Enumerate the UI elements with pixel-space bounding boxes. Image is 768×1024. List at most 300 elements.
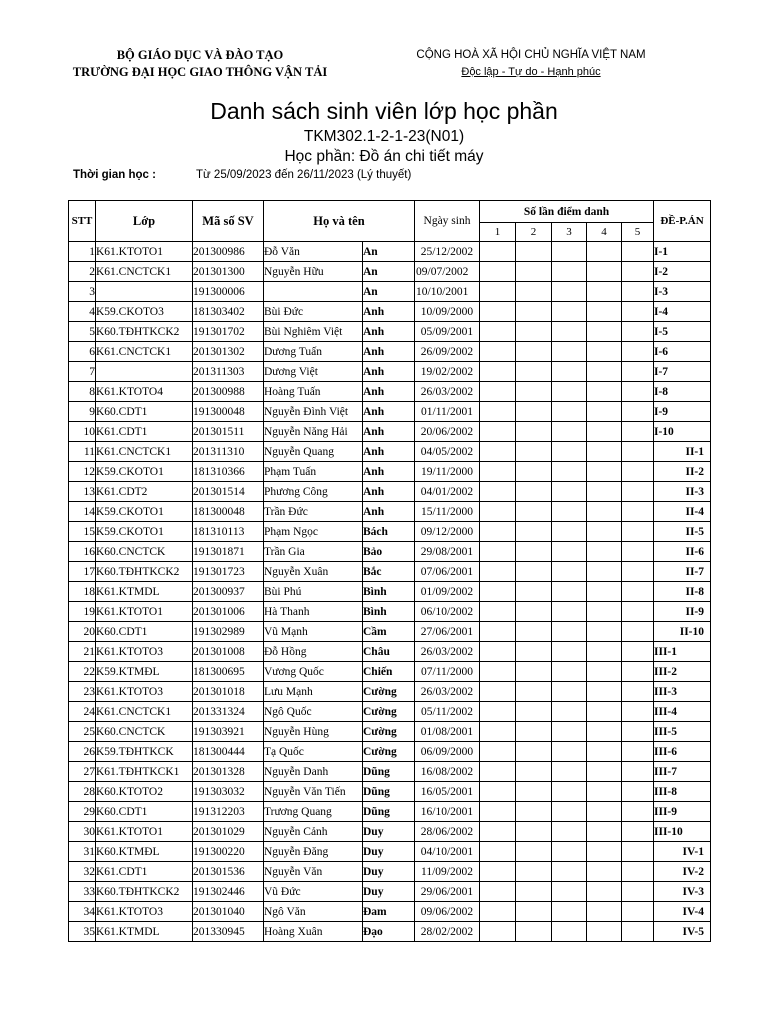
attendance-cell[interactable] [587, 682, 622, 702]
dob-cell: 04/01/2002 [415, 482, 480, 502]
attendance-cell[interactable] [480, 782, 516, 802]
attendance-cell[interactable] [587, 802, 622, 822]
stt-cell: 9 [69, 402, 96, 422]
attendance-cell[interactable] [552, 362, 587, 382]
attendance-cell[interactable] [552, 682, 587, 702]
attendance-cell[interactable] [480, 522, 516, 542]
attendance-cell[interactable] [516, 762, 552, 782]
attendance-cell[interactable] [552, 802, 587, 822]
attendance-cell[interactable] [552, 502, 587, 522]
attendance-cell[interactable] [516, 742, 552, 762]
header-full-name: Họ và tên [264, 201, 415, 242]
dob-cell: 26/03/2002 [415, 382, 480, 402]
attendance-cell[interactable] [622, 622, 654, 642]
table-row [69, 382, 711, 402]
attendance-cell[interactable] [480, 902, 516, 922]
attendance-cell[interactable] [480, 402, 516, 422]
attendance-cell[interactable] [516, 422, 552, 442]
last-name-cell: Hoàng Tuấn [264, 382, 363, 402]
last-name-cell: Hà Thanh [264, 602, 363, 622]
attendance-cell[interactable] [622, 542, 654, 562]
attendance-cell[interactable] [516, 262, 552, 282]
attendance-cell[interactable] [516, 862, 552, 882]
attendance-cell[interactable] [622, 902, 654, 922]
attendance-cell[interactable] [622, 362, 654, 382]
attendance-cell[interactable] [622, 242, 654, 262]
table-row [69, 602, 711, 622]
attendance-cell[interactable] [587, 642, 622, 662]
attendance-cell[interactable] [622, 582, 654, 602]
last-name-cell: Tạ Quốc [264, 742, 363, 762]
attendance-cell[interactable] [552, 542, 587, 562]
dob-cell: 28/06/2002 [415, 822, 480, 842]
attendance-cell[interactable] [622, 562, 654, 582]
topic-cell: II-3 [654, 482, 711, 502]
student-id-cell: 201300986 [193, 242, 264, 262]
last-name-cell: Dương Tuấn [264, 342, 363, 362]
attendance-cell[interactable] [622, 282, 654, 302]
attendance-cell[interactable] [516, 842, 552, 862]
last-name-cell: Nguyễn Văn Tiến [264, 782, 363, 802]
attendance-cell[interactable] [516, 242, 552, 262]
attendance-cell[interactable] [480, 582, 516, 602]
attendance-cell[interactable] [552, 422, 587, 442]
class-cell: K60.KTOTO2 [96, 782, 193, 802]
attendance-cell[interactable] [552, 742, 587, 762]
attendance-cell[interactable] [587, 722, 622, 742]
attendance-cell[interactable] [552, 342, 587, 362]
attendance-cell[interactable] [587, 782, 622, 802]
class-cell: K61.CNCTCK1 [96, 702, 193, 722]
attendance-cell[interactable] [587, 922, 622, 942]
attendance-cell[interactable] [552, 862, 587, 882]
class-cell: K60.TĐHTKCK2 [96, 562, 193, 582]
topic-cell: II-1 [654, 442, 711, 462]
attendance-cell[interactable] [552, 702, 587, 722]
first-name-cell: Anh [363, 502, 415, 522]
class-cell: K60.KTMĐL [96, 842, 193, 862]
attendance-cell[interactable] [480, 362, 516, 382]
attendance-cell[interactable] [516, 582, 552, 602]
first-name-cell: Bách [363, 522, 415, 542]
attendance-cell[interactable] [587, 742, 622, 762]
dob-cell: 29/06/2001 [415, 882, 480, 902]
table-row [69, 742, 711, 762]
attendance-cell[interactable] [516, 682, 552, 702]
topic-cell: I-10 [654, 422, 711, 442]
attendance-cell[interactable] [622, 682, 654, 702]
table-row [69, 242, 711, 262]
student-id-cell: 181300695 [193, 662, 264, 682]
table-row [69, 822, 711, 842]
last-name-cell: Nguyễn Quang [264, 442, 363, 462]
student-id-cell: 181310113 [193, 522, 264, 542]
attendance-cell[interactable] [587, 482, 622, 502]
attendance-cell[interactable] [516, 822, 552, 842]
header-stt: STT [69, 201, 96, 242]
dob-cell: 29/08/2001 [415, 542, 480, 562]
first-name-cell: Cầm [363, 622, 415, 642]
attendance-cell[interactable] [622, 762, 654, 782]
class-cell: K59.CKOTO1 [96, 522, 193, 542]
table-row [69, 562, 711, 582]
attendance-cell[interactable] [622, 802, 654, 822]
attendance-cell[interactable] [622, 722, 654, 742]
attendance-cell[interactable] [480, 422, 516, 442]
topic-cell: I-9 [654, 402, 711, 422]
attendance-cell[interactable] [552, 442, 587, 462]
student-id-cell: 201301006 [193, 602, 264, 622]
attendance-cell[interactable] [622, 642, 654, 662]
attendance-cell[interactable] [516, 902, 552, 922]
topic-cell: II-7 [654, 562, 711, 582]
attendance-cell[interactable] [587, 342, 622, 362]
class-cell: K61.KTOTO1 [96, 242, 193, 262]
attendance-cell[interactable] [480, 382, 516, 402]
attendance-cell[interactable] [552, 842, 587, 862]
attendance-cell[interactable] [622, 462, 654, 482]
attendance-cell[interactable] [552, 622, 587, 642]
attendance-cell[interactable] [480, 842, 516, 862]
attendance-cell[interactable] [587, 542, 622, 562]
attendance-cell[interactable] [480, 502, 516, 522]
first-name-cell: Anh [363, 382, 415, 402]
student-id-cell: 181303402 [193, 302, 264, 322]
stt-cell: 3 [69, 282, 96, 302]
attendance-cell[interactable] [552, 882, 587, 902]
attendance-cell[interactable] [480, 262, 516, 282]
dob-cell: 09/06/2002 [415, 902, 480, 922]
attendance-cell[interactable] [587, 422, 622, 442]
attendance-cell[interactable] [622, 602, 654, 622]
dob-cell: 26/09/2002 [415, 342, 480, 362]
attendance-cell[interactable] [516, 302, 552, 322]
attendance-cell[interactable] [552, 902, 587, 922]
topic-cell: II-6 [654, 542, 711, 562]
stt-cell: 1 [69, 242, 96, 262]
attendance-cell[interactable] [622, 422, 654, 442]
attendance-cell[interactable] [480, 282, 516, 302]
last-name-cell: Dương Việt [264, 362, 363, 382]
student-id-cell: 191301723 [193, 562, 264, 582]
attendance-cell[interactable] [516, 342, 552, 362]
attendance-cell[interactable] [587, 582, 622, 602]
attendance-cell[interactable] [622, 502, 654, 522]
attendance-cell[interactable] [480, 602, 516, 622]
attendance-cell[interactable] [516, 402, 552, 422]
attendance-cell[interactable] [587, 762, 622, 782]
student-id-cell: 201311303 [193, 362, 264, 382]
schedule-value: Từ 25/09/2023 đến 26/11/2023 (Lý thuyết) [196, 169, 412, 181]
first-name-cell: Cường [363, 722, 415, 742]
attendance-cell[interactable] [480, 822, 516, 842]
first-name-cell: Cường [363, 702, 415, 722]
attendance-cell[interactable] [552, 522, 587, 542]
attendance-cell[interactable] [587, 822, 622, 842]
attendance-cell[interactable] [622, 862, 654, 882]
attendance-cell[interactable] [480, 542, 516, 562]
dob-cell: 10/09/2000 [415, 302, 480, 322]
attendance-cell[interactable] [622, 482, 654, 502]
attendance-cell[interactable] [480, 702, 516, 722]
attendance-cell[interactable] [516, 462, 552, 482]
attendance-cell[interactable] [480, 342, 516, 362]
attendance-cell[interactable] [480, 482, 516, 502]
attendance-cell[interactable] [587, 622, 622, 642]
attendance-cell[interactable] [622, 322, 654, 342]
first-name-cell: Anh [363, 302, 415, 322]
attendance-cell[interactable] [552, 642, 587, 662]
attendance-cell[interactable] [552, 262, 587, 282]
attendance-cell[interactable] [622, 842, 654, 862]
attendance-cell[interactable] [622, 302, 654, 322]
attendance-cell[interactable] [480, 302, 516, 322]
table-row [69, 262, 711, 282]
attendance-cell[interactable] [480, 562, 516, 582]
attendance-cell[interactable] [516, 782, 552, 802]
attendance-cell[interactable] [552, 322, 587, 342]
attendance-col-header: 4 [587, 223, 622, 242]
stt-cell: 19 [69, 602, 96, 622]
attendance-cell[interactable] [480, 322, 516, 342]
last-name-cell: Ngô Quốc [264, 702, 363, 722]
topic-cell: III-5 [654, 722, 711, 742]
attendance-cell[interactable] [480, 682, 516, 702]
attendance-cell[interactable] [516, 542, 552, 562]
attendance-cell[interactable] [552, 762, 587, 782]
attendance-cell[interactable] [622, 822, 654, 842]
attendance-cell[interactable] [552, 722, 587, 742]
student-id-cell: 201311310 [193, 442, 264, 462]
last-name-cell: Hoàng Xuân [264, 922, 363, 942]
attendance-cell[interactable] [587, 322, 622, 342]
topic-cell: I-8 [654, 382, 711, 402]
attendance-cell[interactable] [587, 862, 622, 882]
attendance-cell[interactable] [587, 242, 622, 262]
last-name-cell: Đỗ Hồng [264, 642, 363, 662]
attendance-cell[interactable] [516, 382, 552, 402]
dob-cell: 04/05/2002 [415, 442, 480, 462]
student-id-cell: 181300048 [193, 502, 264, 522]
stt-cell: 12 [69, 462, 96, 482]
dob-cell: 06/10/2002 [415, 602, 480, 622]
student-id-cell: 191300006 [193, 282, 264, 302]
student-id-cell: 191302446 [193, 882, 264, 902]
attendance-cell[interactable] [587, 562, 622, 582]
attendance-cell[interactable] [587, 662, 622, 682]
class-cell: K60.CNCTCK [96, 722, 193, 742]
attendance-cell[interactable] [480, 882, 516, 902]
topic-cell: I-4 [654, 302, 711, 322]
attendance-cell[interactable] [480, 622, 516, 642]
last-name-cell: Nguyễn Năng Hải [264, 422, 363, 442]
attendance-col-header: 3 [552, 223, 587, 242]
attendance-cell[interactable] [516, 362, 552, 382]
schedule-label: Thời gian học : [73, 169, 156, 181]
first-name-cell: Duy [363, 882, 415, 902]
attendance-cell[interactable] [587, 362, 622, 382]
attendance-cell[interactable] [516, 702, 552, 722]
attendance-cell[interactable] [516, 622, 552, 642]
header-dob: Ngày sinh [415, 201, 480, 242]
table-row [69, 842, 711, 862]
attendance-cell[interactable] [587, 302, 622, 322]
attendance-cell[interactable] [587, 702, 622, 722]
dob-cell: 10/10/2001 [415, 282, 480, 302]
table-row [69, 922, 711, 942]
attendance-cell[interactable] [587, 522, 622, 542]
attendance-cell[interactable] [480, 442, 516, 462]
attendance-cell[interactable] [587, 502, 622, 522]
attendance-cell[interactable] [516, 722, 552, 742]
attendance-cell[interactable] [480, 862, 516, 882]
attendance-cell[interactable] [622, 342, 654, 362]
attendance-cell[interactable] [516, 882, 552, 902]
class-cell: K60.CDT1 [96, 622, 193, 642]
table-row [69, 702, 711, 722]
attendance-cell[interactable] [480, 802, 516, 822]
attendance-col-header: 1 [480, 223, 516, 242]
dob-cell: 26/03/2002 [415, 642, 480, 662]
attendance-cell[interactable] [552, 922, 587, 942]
attendance-cell[interactable] [516, 482, 552, 502]
attendance-cell[interactable] [622, 702, 654, 722]
attendance-cell[interactable] [587, 842, 622, 862]
stt-cell: 14 [69, 502, 96, 522]
attendance-cell[interactable] [552, 822, 587, 842]
attendance-cell[interactable] [552, 242, 587, 262]
student-id-cell: 191300048 [193, 402, 264, 422]
attendance-cell[interactable] [622, 742, 654, 762]
stt-cell: 27 [69, 762, 96, 782]
attendance-cell[interactable] [480, 722, 516, 742]
attendance-cell[interactable] [480, 762, 516, 782]
attendance-cell[interactable] [587, 882, 622, 902]
attendance-cell[interactable] [587, 442, 622, 462]
attendance-cell[interactable] [480, 662, 516, 682]
attendance-cell[interactable] [552, 782, 587, 802]
attendance-cell[interactable] [480, 462, 516, 482]
attendance-cell[interactable] [516, 322, 552, 342]
attendance-cell[interactable] [587, 382, 622, 402]
attendance-cell[interactable] [516, 442, 552, 462]
last-name-cell: Nguyễn Hữu [264, 262, 363, 282]
table-row [69, 322, 711, 342]
dob-cell: 09/12/2000 [415, 522, 480, 542]
attendance-cell[interactable] [552, 582, 587, 602]
attendance-cell[interactable] [516, 282, 552, 302]
topic-cell: II-8 [654, 582, 711, 602]
last-name-cell: Phạm Ngọc [264, 522, 363, 542]
attendance-cell[interactable] [552, 302, 587, 322]
stt-cell: 25 [69, 722, 96, 742]
student-id-cell: 201301328 [193, 762, 264, 782]
attendance-cell[interactable] [587, 462, 622, 482]
class-cell: K60.CDT1 [96, 802, 193, 822]
attendance-cell[interactable] [587, 902, 622, 922]
attendance-cell[interactable] [552, 282, 587, 302]
class-cell: K61.CDT1 [96, 862, 193, 882]
attendance-cell[interactable] [516, 642, 552, 662]
attendance-cell[interactable] [622, 922, 654, 942]
attendance-cell[interactable] [622, 662, 654, 682]
attendance-cell[interactable] [552, 562, 587, 582]
stt-cell: 4 [69, 302, 96, 322]
attendance-cell[interactable] [516, 502, 552, 522]
attendance-cell[interactable] [516, 922, 552, 942]
class-cell: K59.KTMĐL [96, 662, 193, 682]
class-cell: K59.CKOTO1 [96, 462, 193, 482]
attendance-cell[interactable] [516, 562, 552, 582]
last-name-cell: Nguyễn Cảnh [264, 822, 363, 842]
attendance-cell[interactable] [587, 262, 622, 282]
attendance-cell[interactable] [622, 442, 654, 462]
attendance-cell[interactable] [480, 742, 516, 762]
attendance-cell[interactable] [480, 242, 516, 262]
stt-cell: 24 [69, 702, 96, 722]
attendance-cell[interactable] [516, 602, 552, 622]
stt-cell: 5 [69, 322, 96, 342]
attendance-cell[interactable] [552, 462, 587, 482]
last-name-cell: Bùi Đức [264, 302, 363, 322]
first-name-cell: Bình [363, 602, 415, 622]
student-id-cell: 201301018 [193, 682, 264, 702]
attendance-cell[interactable] [480, 922, 516, 942]
table-row [69, 682, 711, 702]
attendance-cell[interactable] [622, 882, 654, 902]
last-name-cell: Bùi Phú [264, 582, 363, 602]
first-name-cell: Bình [363, 582, 415, 602]
attendance-cell[interactable] [516, 662, 552, 682]
attendance-cell[interactable] [587, 402, 622, 422]
class-cell: K61.CDT1 [96, 422, 193, 442]
attendance-cell[interactable] [622, 382, 654, 402]
student-id-cell: 191301871 [193, 542, 264, 562]
attendance-cell[interactable] [622, 782, 654, 802]
student-id-cell: 191300220 [193, 842, 264, 862]
attendance-cell[interactable] [552, 482, 587, 502]
student-id-cell: 201301008 [193, 642, 264, 662]
table-row [69, 662, 711, 682]
attendance-cell[interactable] [622, 402, 654, 422]
topic-cell: IV-5 [654, 922, 711, 942]
institution-header [70, 47, 330, 81]
topic-cell: II-5 [654, 522, 711, 542]
attendance-cell[interactable] [552, 602, 587, 622]
first-name-cell: Anh [363, 402, 415, 422]
attendance-cell[interactable] [552, 662, 587, 682]
stt-cell: 18 [69, 582, 96, 602]
attendance-cell[interactable] [516, 522, 552, 542]
attendance-cell[interactable] [480, 642, 516, 662]
first-name-cell: Bảo [363, 542, 415, 562]
stt-cell: 23 [69, 682, 96, 702]
last-name-cell: Phạm Tuấn [264, 462, 363, 482]
student-id-cell: 201300988 [193, 382, 264, 402]
university-name: TRƯỜNG ĐẠI HỌC GIAO THÔNG VẬN TẢI [72, 65, 328, 79]
stt-cell: 8 [69, 382, 96, 402]
attendance-cell[interactable] [552, 402, 587, 422]
attendance-cell[interactable] [587, 282, 622, 302]
attendance-cell[interactable] [516, 802, 552, 822]
student-id-cell: 201301514 [193, 482, 264, 502]
attendance-cell[interactable] [622, 262, 654, 282]
header-student-id: Mã số SV [193, 201, 264, 242]
attendance-cell[interactable] [622, 522, 654, 542]
attendance-cell[interactable] [552, 382, 587, 402]
attendance-cell[interactable] [587, 602, 622, 622]
last-name-cell: Nguyễn Hùng [264, 722, 363, 742]
